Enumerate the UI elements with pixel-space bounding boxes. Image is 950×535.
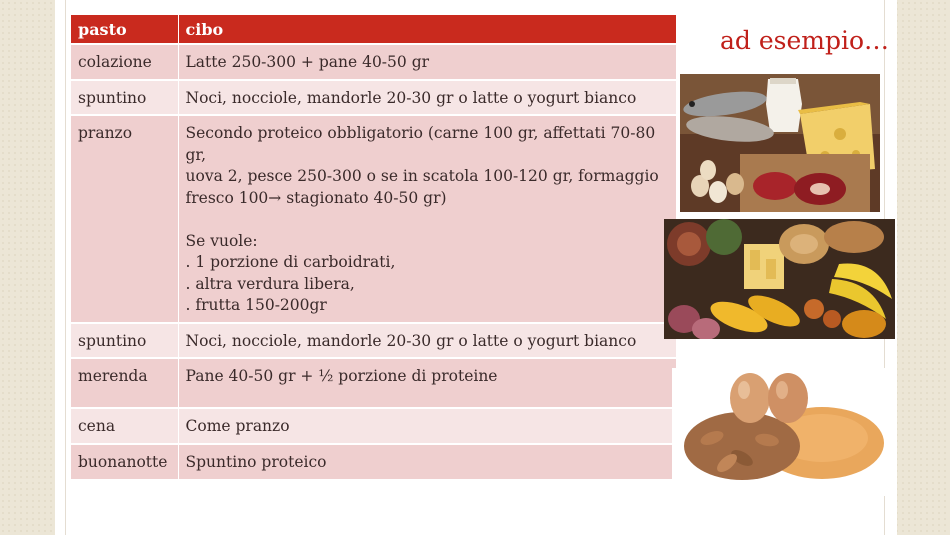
table-row [71,358,677,408]
table-header-row [71,15,677,44]
food-cell: Come pranzo [178,408,677,444]
meal-cell: spuntino [71,323,178,359]
table-row [71,323,677,359]
meal-cell: spuntino [71,80,178,116]
carbohydrate-foods-photo [664,219,895,339]
table-row [71,80,677,116]
meal-cell: buonanotte [71,444,178,479]
header-pasto: pasto [71,15,178,44]
food-cell: Noci, nocciole, mandorle 20-30 gr o latte o yogurt bianco [178,80,677,116]
table-row [71,408,677,444]
table-row [71,44,677,80]
food-cell: Latte 250-300 + pane 40-50 gr [178,44,677,80]
meal-cell: merenda [71,358,178,408]
table-row [71,444,677,479]
header-cibo: cibo [178,15,677,44]
meal-plan-table [71,15,677,479]
example-title: ad esempio… [720,26,890,55]
food-cell: Noci, nocciole, mandorle 20-30 gr o latte o yogurt bianco [178,323,677,359]
food-cell: Pane 40-50 gr + ½ porzione di proteine [178,358,677,408]
meal-cell: pranzo [71,115,178,323]
table-row [71,115,677,323]
meal-cell: colazione [71,44,178,80]
protein-foods-photo [680,74,880,212]
food-cell: Spuntino proteico [178,444,677,479]
meal-cell: cena [71,408,178,444]
food-cell: Secondo proteico obbligatorio (carne 100 gr, affettati 70-80 gr, uova 2, pesce 250-300 o se in scatola 100-120 gr, formaggio fresco 100→ stagionato 40-50 gr) Se vuole: . 1 porzione di carboidrati, . altra verdura libera, . frutta 150-200gr [178,115,677,323]
eggs-almonds-lentils-photo [672,368,894,496]
